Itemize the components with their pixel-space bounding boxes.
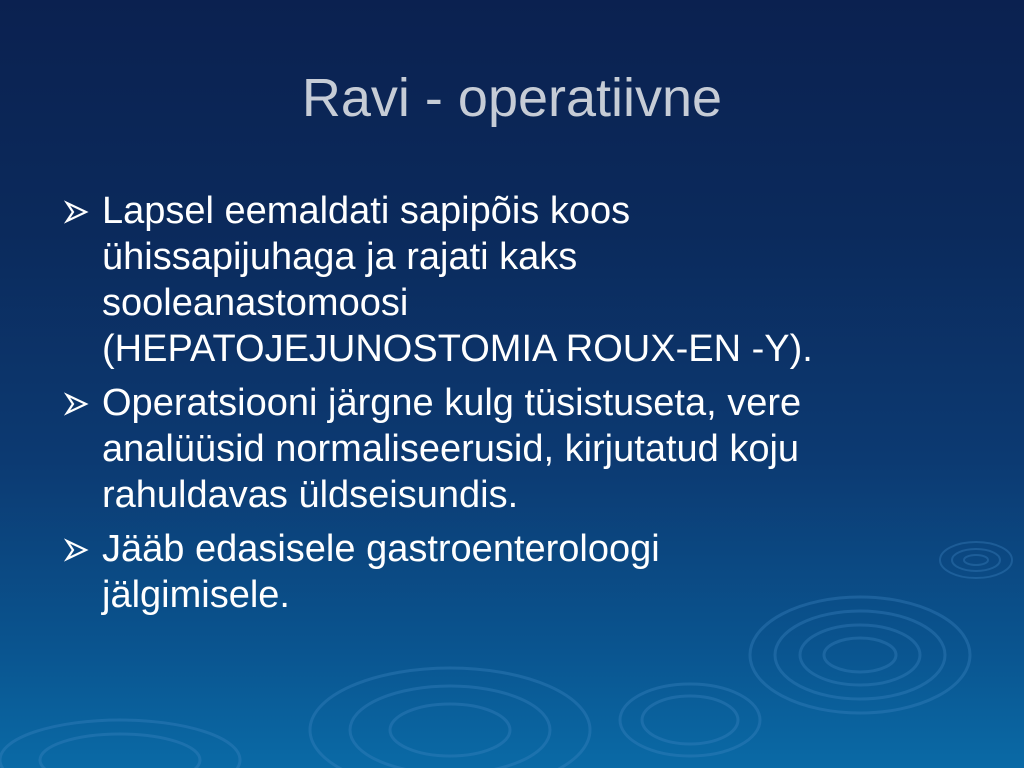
bullet-line: ühissapijuhaga ja rajati kaks xyxy=(102,236,578,278)
arrowhead-bullet-icon xyxy=(64,200,90,224)
slide-title: Ravi - operatiivne xyxy=(301,68,723,128)
bullet-line: (HEPATOJEJUNOSTOMIA ROUX-EN -Y). xyxy=(102,328,813,370)
bullet-line: Operatsiooni järgne kulg tüsistuseta, vere xyxy=(102,382,802,424)
bullet-item xyxy=(64,188,984,372)
bullet-line: jälgimisele. xyxy=(102,574,290,616)
bullet-item xyxy=(64,380,984,518)
bullet-line: rahuldavas üldseisundis. xyxy=(102,474,519,516)
bullet-list xyxy=(64,188,984,626)
bullet-line: Jääb edasisele gastroenteroloogi xyxy=(102,528,660,570)
arrowhead-bullet-icon xyxy=(64,392,90,416)
bullet-line: analüüsid normaliseerusid, kirjutatud koju xyxy=(102,428,800,470)
bullet-item xyxy=(64,526,984,618)
bullet-line: sooleanastomoosi xyxy=(102,282,409,324)
bullet-line: Lapsel eemaldati sapipõis koos xyxy=(102,190,631,232)
arrowhead-bullet-icon xyxy=(64,538,90,562)
